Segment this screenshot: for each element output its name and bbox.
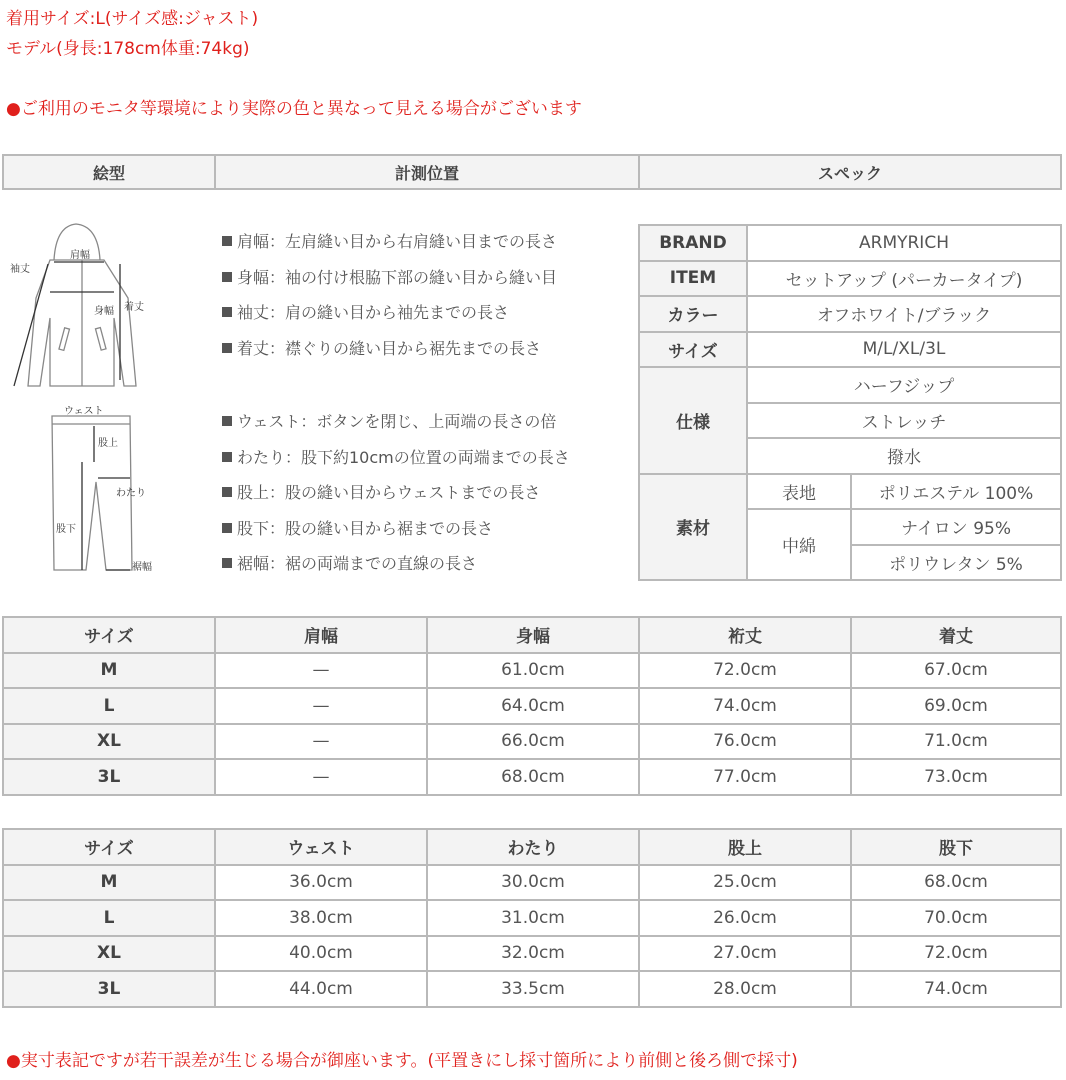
- spec-table: BRAND ARMYRICH ITEM セットアップ (パーカータイプ) カラー オフホワイト/ブラック サイズ M/L/XL/3L 仕様 ハーフジップ ストレッチ 撥水 素材 表地 ポリエステル 100% 中綿 ナイロン 95% ポリウレタン 5%: [638, 224, 1062, 581]
- size-value: M/L/XL/3L: [747, 332, 1061, 368]
- square-bullet-icon: [222, 236, 232, 246]
- jacket-illustration: [14, 224, 136, 386]
- label-waist: ウェスト: [64, 406, 104, 417]
- header-measure-position: 計測位置: [216, 156, 640, 188]
- measure-item: わたり：股下約10cmの位置の両端までの長さ: [222, 442, 570, 478]
- measure-item: 股上：股の縫い目からウェストまでの長さ: [222, 477, 570, 513]
- square-bullet-icon: [222, 343, 232, 353]
- bottom-size-table: サイズ ウェスト わたり 股上 股下 M 36.0cm 30.0cm 25.0cm 68.0cm L 38.0cm 31.0cm 26.0cm 70.0cm XL 40.0cm 32.0cm 27.0cm 72.0cm 3L 44.0cm 33.5cm 28.0cm 74.0cm: [2, 828, 1062, 1008]
- table-row: M 36.0cm 30.0cm 25.0cm 68.0cm: [3, 865, 1061, 901]
- measure-item: 裾幅：裾の両端までの直線の長さ: [222, 548, 570, 584]
- square-bullet-icon: [222, 558, 232, 568]
- label-body-width: 身幅: [94, 306, 114, 317]
- square-bullet-icon: [222, 487, 232, 497]
- table-row: M — 61.0cm 72.0cm 67.0cm: [3, 653, 1061, 689]
- measurement-guide: [222, 226, 570, 584]
- header-illustration: 絵型: [4, 156, 216, 188]
- garment-diagram: [6, 218, 166, 578]
- measure-item: 股下：股の縫い目から裾までの長さ: [222, 513, 570, 549]
- table-row: L — 64.0cm 74.0cm 69.0cm: [3, 688, 1061, 724]
- color-value: オフホワイト/ブラック: [747, 296, 1061, 332]
- square-bullet-icon: [222, 452, 232, 462]
- square-bullet-icon: [222, 523, 232, 533]
- brand-value: ARMYRICH: [747, 225, 1061, 261]
- label-inseam: 股下: [56, 524, 76, 535]
- color-notice: ●ご利用のモニタ等環境により実際の色と異なって見える場合がございます: [6, 99, 582, 119]
- measure-item: 身幅：袖の付け根脇下部の縫い目から縫い目: [222, 262, 570, 298]
- model-info-text: モデル(身長:178cm体重:74kg): [6, 39, 250, 59]
- label-length: 着丈: [124, 302, 144, 313]
- table-row: 3L — 68.0cm 77.0cm 73.0cm: [3, 759, 1061, 795]
- square-bullet-icon: [222, 272, 232, 282]
- label-rise: 股上: [98, 438, 118, 449]
- measure-item: 着丈：襟ぐりの縫い目から裾先までの長さ: [222, 333, 570, 369]
- measure-item: 肩幅：左肩縫い目から右肩縫い目までの長さ: [222, 226, 570, 262]
- table-row: XL — 66.0cm 76.0cm 71.0cm: [3, 724, 1061, 760]
- label-shoulder: 肩幅: [70, 250, 90, 261]
- item-value: セットアップ (パーカータイプ): [747, 261, 1061, 297]
- measure-item: 袖丈：肩の縫い目から袖先までの長さ: [222, 297, 570, 333]
- label-hem: 裾幅: [132, 562, 152, 573]
- top-size-table: サイズ 肩幅 身幅 裄丈 着丈 M — 61.0cm 72.0cm 67.0cm L — 64.0cm 74.0cm 69.0cm XL — 66.0cm 76.0cm 71.0cm 3L — 68.0cm 77.0cm 73.0cm: [2, 616, 1062, 796]
- section-header: [2, 154, 1062, 190]
- label-sleeve: 袖丈: [10, 264, 30, 275]
- table-row: XL 40.0cm 32.0cm 27.0cm 72.0cm: [3, 936, 1061, 972]
- table-row: L 38.0cm 31.0cm 26.0cm 70.0cm: [3, 900, 1061, 936]
- measurement-error-notice: ●実寸表記ですが若干誤差が生じる場合が御座います。(平置きにし採寸箇所により前側と後ろ側で採寸): [6, 1051, 798, 1071]
- square-bullet-icon: [222, 416, 232, 426]
- table-row: 3L 44.0cm 33.5cm 28.0cm 74.0cm: [3, 971, 1061, 1007]
- square-bullet-icon: [222, 307, 232, 317]
- worn-size-text: 着用サイズ:L(サイズ感:ジャスト): [6, 9, 259, 29]
- header-spec: スペック: [817, 163, 882, 183]
- measure-item: ウェスト：ボタンを閉じ、上両端の長さの倍: [222, 406, 570, 442]
- label-thigh: わたり: [116, 488, 146, 499]
